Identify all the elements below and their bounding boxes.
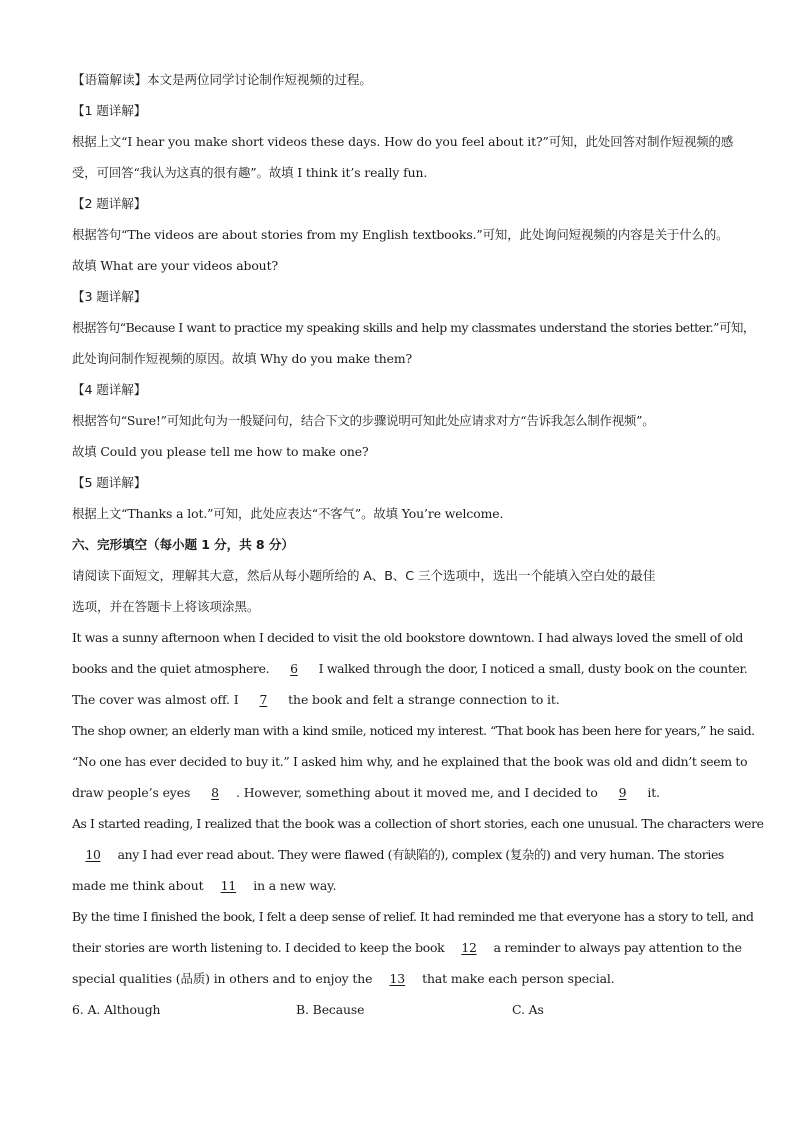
passage-p4-line2 <box>72 932 742 963</box>
passage-p2-line3 <box>72 777 732 808</box>
passage-p1-line2 <box>72 653 748 684</box>
text-run: that make each person special. <box>418 971 615 986</box>
text-run: books and the quiet atmosphere. <box>72 661 273 676</box>
text-run: it. <box>643 785 660 800</box>
q1-explanation-line1: 根据上文“I hear you make short videos these days. How do you feel about it?”可知，此处回答对制作短视频的感 <box>72 134 734 149</box>
text-run: . However, something about it moved me, and I decided to <box>236 785 602 800</box>
q1-explanation-line2: 受，可回答“我认为这真的很有趣”。故填 I think it’s really fun. <box>72 165 428 180</box>
passage-p4-line3 <box>72 963 732 994</box>
q3-explanation-line1: 根据答句“Because I want to practice my speaking skills and help my classmates understand the stories better.”可知， <box>72 320 755 335</box>
section-instructions-line2: 选项，并在答题卡上将该项涂黑。 <box>72 599 260 614</box>
blank-9: 9 <box>618 785 627 800</box>
passage-p2-line2: “No one has ever decided to buy it.” I asked him why, and he explained that the book was old and didn’t seem to <box>72 754 748 769</box>
passage-p2-line1: The shop owner, an elderly man with a kind smile, noticed my interest. “That book has been here for years,” he said. <box>72 723 755 738</box>
passage-p1-line1: It was a sunny afternoon when I decided to visit the old bookstore downtown. I had always loved the smell of old <box>72 630 744 645</box>
passage-p4-line1: By the time I finished the book, I felt a deep sense of relief. It had reminded me that everyone has a story to tell, and <box>72 909 754 924</box>
summary-text: 本文是两位同学讨论制作短视频的过程。 <box>146 72 372 87</box>
text-run: in a new way. <box>249 878 337 893</box>
blank-8: 8 <box>211 785 219 800</box>
text-run: the book and felt a strange connection to it. <box>284 692 560 707</box>
text-run: their stories are worth listening to. I decided to keep the book <box>72 940 448 955</box>
passage-p3-line1: As I started reading, I realized that the book was a collection of short stories, each one unusual. The characters were <box>72 816 764 831</box>
q2-explanation-line1: 根据答句“The videos are about stories from my English textbooks.”可知，此处询问短视频的内容是关于什么的。 <box>72 227 729 242</box>
text-run: I walked through the door, I noticed a small, dusty book on the counter. <box>314 661 748 676</box>
passage-p1-line3 <box>72 684 732 715</box>
passage-summary <box>72 64 732 95</box>
q6-option-c[interactable]: C. As <box>512 1002 544 1017</box>
q4-heading: 【4 题详解】 <box>72 382 147 397</box>
blank-6: 6 <box>290 661 298 676</box>
section-instructions-line1: 请阅读下面短文，理解其大意，然后从每小题所给的 A、B、C 三个选项中，选出一个能填入空白处的最佳 <box>72 568 656 583</box>
text-run: any I had ever read about. They were flawed (有缺陷的), complex (复杂的) and very human. The stories <box>114 847 724 862</box>
blank-10: 10 <box>85 847 101 862</box>
q2-heading: 【2 题详解】 <box>72 196 147 211</box>
q6-option-a[interactable]: 6. A. Although <box>72 1002 161 1017</box>
q2-explanation-line2: 故填 What are your videos about? <box>72 258 278 273</box>
section-heading: 六、完形填空（每小题 1 分，共 8 分） <box>72 537 294 552</box>
q5-heading: 【5 题详解】 <box>72 475 147 490</box>
text-run: special qualities (品质) in others and to enjoy the <box>72 971 377 986</box>
q6-option-b[interactable]: B. Because <box>296 1002 365 1017</box>
blank-11: 11 <box>220 878 237 893</box>
q1-heading: 【1 题详解】 <box>72 103 147 118</box>
q4-explanation-line1: 根据答句“Sure!”可知此句为一般疑问句，结合下文的步骤说明可知此处应请求对方“告诉我怎么制作视频”。 <box>72 413 655 428</box>
question-6-options <box>72 994 732 1025</box>
passage-p3-line3 <box>72 870 732 901</box>
text-run: a reminder to always pay attention to the <box>489 940 742 955</box>
blank-7: 7 <box>259 692 268 707</box>
text-run: draw people’s eyes <box>72 785 195 800</box>
passage-p3-line2 <box>72 839 732 870</box>
q5-explanation-line1: 根据上文“Thanks a lot.”可知，此处应表达“不客气”。故填 You’re welcome. <box>72 506 504 521</box>
summary-tag: 【语篇解读】 <box>72 72 147 87</box>
document-page <box>72 64 764 1025</box>
blank-13: 13 <box>389 971 406 986</box>
text-run: made me think about <box>72 878 208 893</box>
text-run: The cover was almost off. I <box>72 692 243 707</box>
blank-12: 12 <box>461 940 477 955</box>
q3-heading: 【3 题详解】 <box>72 289 147 304</box>
q3-explanation-line2: 此处询问制作短视频的原因。故填 Why do you make them? <box>72 351 413 366</box>
q4-explanation-line2: 故填 Could you please tell me how to make one? <box>72 444 369 459</box>
